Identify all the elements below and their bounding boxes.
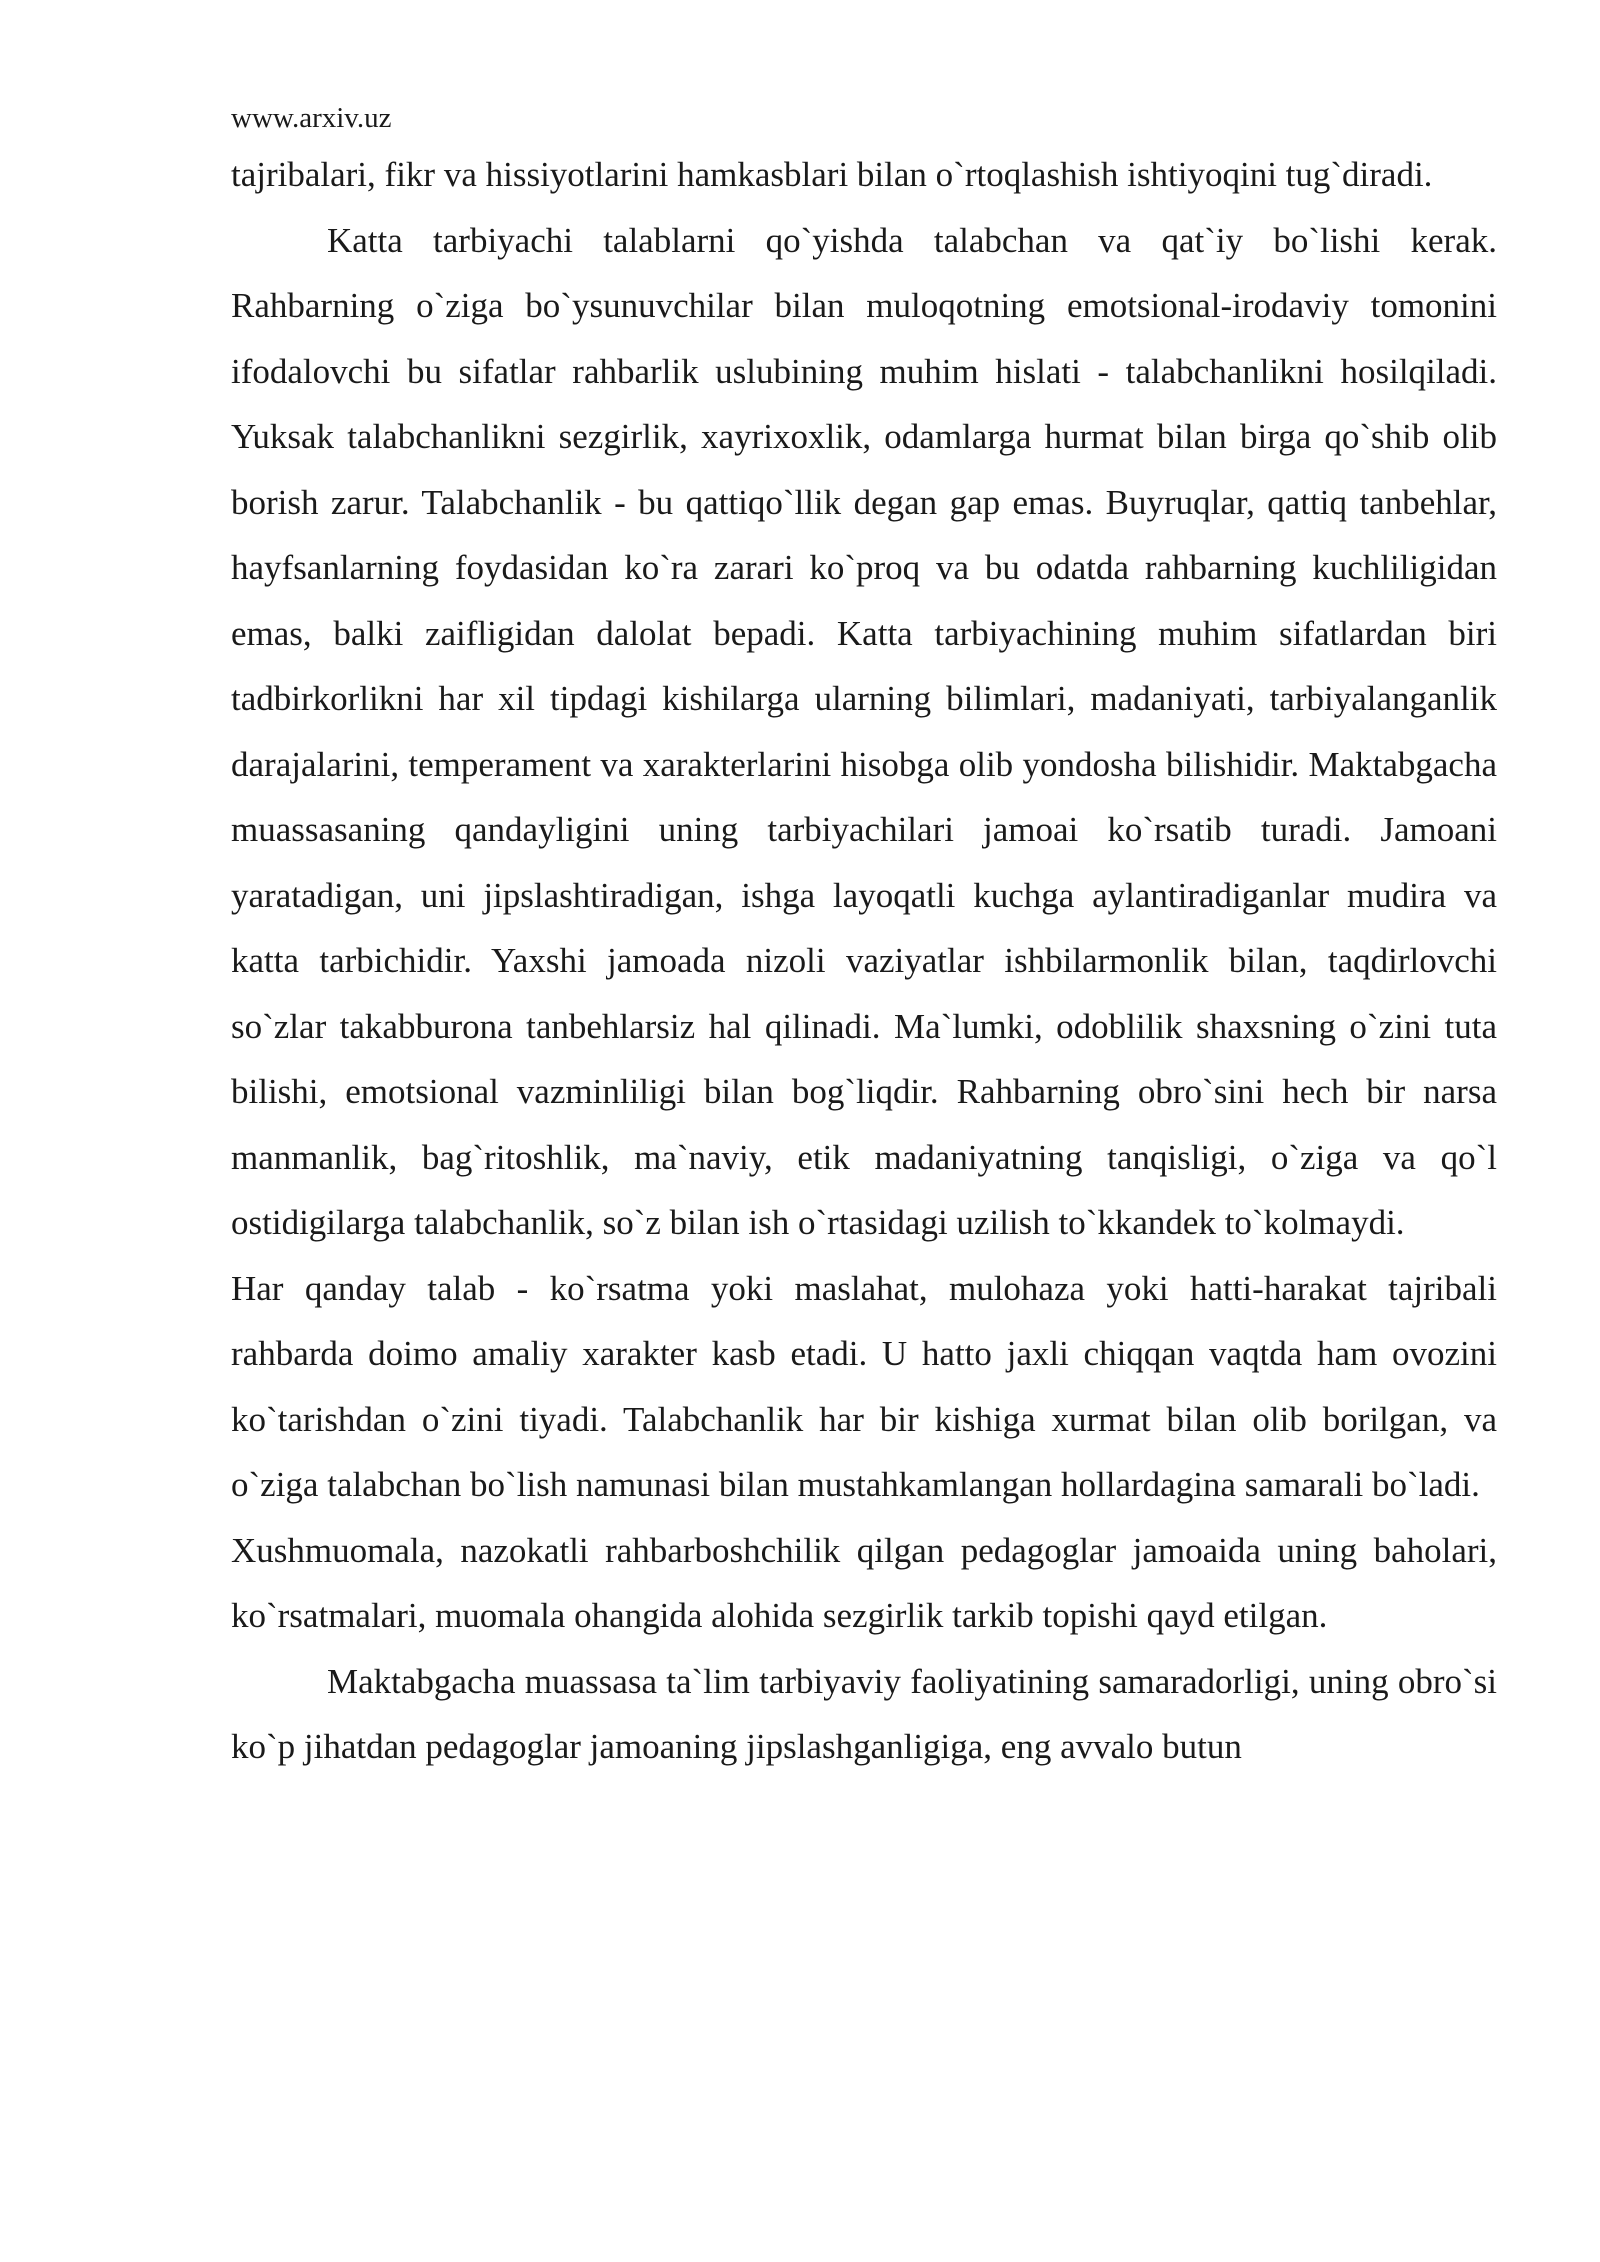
header-site-url: www.arxiv.uz (231, 102, 392, 134)
paragraph-5: Maktabgacha muassasa ta`lim tarbiyaviy faoliyatining samaradorligi, uning obro`si ko`p jihatdan pedagoglar jamoaning jipslashganligiga, eng avvalo butun (231, 1661, 1497, 1766)
paragraph-1: tajribalari, fikr va hissiyotlarini hamkasblari bilan o`rtoqlashish ishtiyoqini tug`diradi. (231, 155, 1433, 194)
paragraph-2: Katta tarbiyachi talablarni qo`yishda talabchan va qat`iy bo`lishi kerak. Rahbarning o`ziga bo`ysunuvchilar bilan muloqotning emotsional-irodaviy tomonini ifodalovchi bu sifatlar rahbarlik uslubining muhim hislati - talabchanlikni hosilqiladi. Yuksak talabchanlikni sezgirlik, xayrixoxlik, odamlarga hurmat bilan birga qo`shib olib borish zarur. Talabchanlik - bu qattiqo`llik degan gap emas. Buyruqlar, qattiq tanbehlar, hayfsanlarning foydasidan ko`ra zarari ko`proq va bu odatda rahbarning kuchliligidan emas, balki zaifligidan dalolat bepadi. Katta tarbiyachining muhim sifatlardan biri tadbirkorlikni har xil tipdagi kishilarga ularning bilimlari, madaniyati, tarbiyalanganlik darajalarini, temperament va xarakterlarini hisobga olib yondosha bilishidir. Maktabgacha muassasaning qandayligini uning tarbiyachilari jamoai ko`rsatib turadi. Jamoani yaratadigan, uni jipslashtiradigan, ishga layoqatli kuchga aylantiradiganlar mudira va katta tarbichidir. Yaxshi jamoada nizoli vaziyatlar ishbilarmonlik bilan, taqdirlovchi so`zlar takabburona tanbehlarsiz hal qilinadi. Ma`lumki, odoblilik shaxsning o`zini tuta bilishi, emotsional vazminliligi bilan bog`liqdir. Rahbarning obro`sini hech bir narsa manmanlik, bag`ritoshlik, ma`naviy, etik madaniyatning tanqisligi, o`ziga va qo`l ostidigilarga talabchanlik, so`z bilan ish o`rtasidagi uzilish to`kkandek to`kolmaydi. (231, 220, 1497, 1242)
paragraph-3: Har qanday talab - ko`rsatma yoki maslahat, mulohaza yoki hatti-harakat tajribali rahbarda doimo amaliy xarakter kasb etadi. U hatto jaxli chiqqan vaqtda ham ovozini ko`tarishdan o`zini tiyadi. Talabchanlik har bir kishiga xurmat bilan olib borilgan, va o`ziga talabchan bo`lish namunasi bilan mustahkamlangan hollardagina samarali bo`ladi. (231, 1268, 1497, 1504)
document-body (231, 142, 1497, 1780)
paragraph-4: Xushmuomala, nazokatli rahbarboshchilik qilgan pedagoglar jamoaida uning baholari, ko`rsatmalari, muomala ohangida alohida sezgirlik tarkib topishi qayd etilgan. (231, 1530, 1497, 1635)
